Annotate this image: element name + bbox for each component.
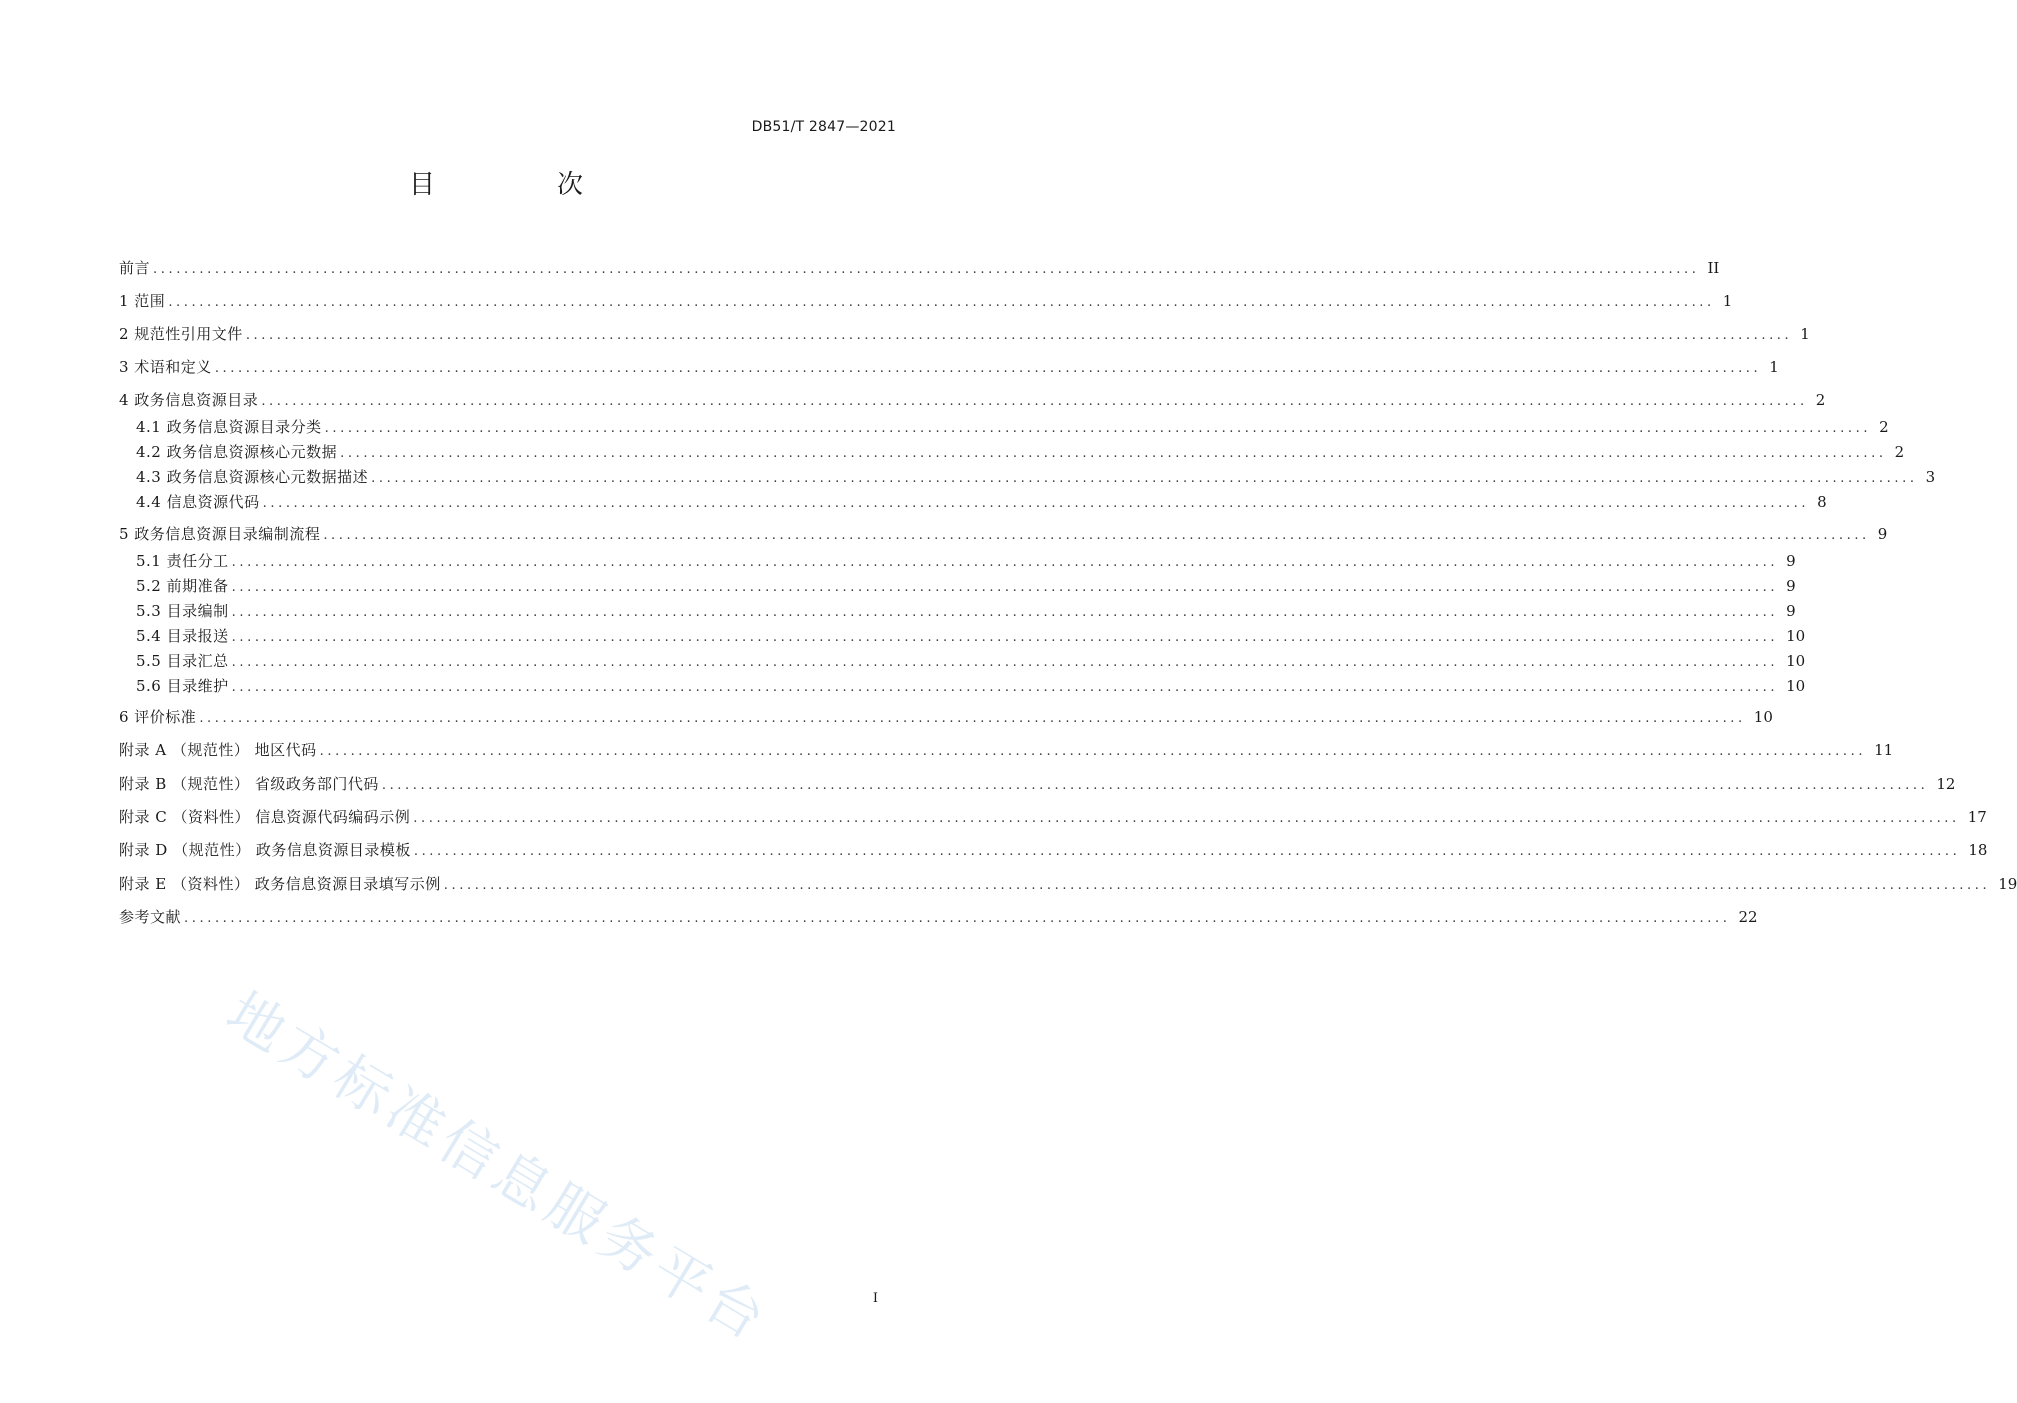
toc-entry[interactable]: [136, 649, 1806, 673]
toc-entry-label: 4.2 政务信息资源核心元数据: [136, 443, 338, 461]
toc-entry-label: 前言: [119, 259, 151, 277]
toc-entry-page: 22: [1738, 908, 1758, 926]
toc-dot-leader: ........................................................................................................................................................................................................: [371, 471, 1918, 486]
toc-entry-label: 2 规范性引用文件: [119, 325, 243, 343]
toc-entry[interactable]: [119, 738, 1894, 762]
toc-dot-leader: ........................................................................................................................................................................................................: [231, 580, 1779, 595]
toc-entry-page: 10: [1753, 708, 1773, 726]
toc-entry[interactable]: [119, 289, 1733, 313]
toc-entry-page: 10: [1786, 627, 1806, 645]
toc-entry-label: 5.6 目录维护: [136, 677, 229, 695]
toc-entry-label: 1 范围: [119, 292, 166, 310]
toc-entry-label: 5 政务信息资源目录编制流程: [119, 525, 321, 543]
toc-entry-page: 18: [1968, 841, 1988, 859]
toc-entry-page: 1: [1769, 358, 1779, 376]
toc-dot-leader: ........................................................................................................................................................................................................: [340, 446, 1887, 461]
toc-entry[interactable]: [119, 805, 1987, 829]
toc-entry-label: 附录 B （规范性） 省级政务部门代码: [119, 775, 379, 793]
toc-entry[interactable]: [119, 772, 1956, 796]
toc-entry-label: 5.3 目录编制: [136, 602, 229, 620]
toc-entry[interactable]: [119, 522, 1888, 546]
page-title: 目 次: [408, 170, 631, 200]
toc-entry[interactable]: [136, 465, 1936, 489]
toc-dot-leader: ........................................................................................................................................................................................................: [262, 496, 1810, 511]
toc-dot-leader: ........................................................................................................................................................................................................: [231, 605, 1779, 620]
toc-dot-leader: ........................................................................................................................................................................................................: [231, 655, 1779, 670]
toc-entry-label: 附录 E （资料性） 政务信息资源目录填写示例: [119, 875, 441, 893]
toc-entry[interactable]: [119, 838, 1988, 862]
toc-dot-leader: ........................................................................................................................................................................................................: [381, 778, 1929, 793]
toc-entry[interactable]: [136, 549, 1796, 573]
toc-entry-page: 2: [1815, 391, 1826, 409]
toc-entry[interactable]: [136, 440, 1905, 464]
toc-entry-label: 附录 D （规范性） 政务信息资源目录模板: [119, 841, 411, 859]
toc-entry-page: 10: [1786, 652, 1806, 670]
toc-entry[interactable]: [136, 574, 1796, 598]
toc-entry-label: 6 评价标准: [119, 708, 197, 726]
toc-entry-label: 4.3 政务信息资源核心元数据描述: [136, 468, 369, 486]
toc-entry-page: II: [1707, 259, 1720, 277]
toc-entry[interactable]: [119, 872, 2017, 896]
toc-dot-leader: ........................................................................................................................................................................................................: [231, 555, 1779, 570]
toc-entry-page: 9: [1786, 577, 1796, 595]
toc-entry-label: 4 政务信息资源目录: [119, 391, 259, 409]
toc-entry[interactable]: [119, 322, 1810, 346]
toc-entry-page: 1: [1800, 325, 1810, 343]
toc-entry[interactable]: [136, 674, 1806, 698]
watermark: 地方标准信息服务平台: [215, 980, 781, 1356]
toc-dot-leader: ........................................................................................................................................................................................................: [214, 361, 1762, 376]
toc-dot-leader: ........................................................................................................................................................................................................: [319, 744, 1867, 759]
toc-dot-leader: ........................................................................................................................................................................................................: [413, 844, 1961, 859]
toc-entry-page: 19: [1998, 875, 2017, 893]
toc-entry[interactable]: [119, 256, 1720, 280]
toc-dot-leader: ........................................................................................................................................................................................................: [245, 328, 1793, 343]
toc-entry[interactable]: [136, 624, 1806, 648]
toc-dot-leader: ........................................................................................................................................................................................................: [168, 295, 1715, 310]
toc-entry-page: 10: [1786, 677, 1806, 695]
toc-entry-label: 附录 A （规范性） 地区代码: [119, 741, 317, 759]
document-code: DB51/T 2847—2021: [751, 119, 896, 135]
toc-entry[interactable]: [136, 490, 1827, 514]
toc-dot-leader: ........................................................................................................................................................................................................: [261, 394, 1808, 409]
toc-dot-leader: ........................................................................................................................................................................................................: [153, 262, 1700, 277]
toc-dot-leader: ........................................................................................................................................................................................................: [323, 528, 1870, 543]
toc-dot-leader: ........................................................................................................................................................................................................: [231, 630, 1779, 645]
toc-entry-page: 2: [1894, 443, 1905, 461]
toc-entry[interactable]: [119, 705, 1773, 729]
toc-entry-label: 5.5 目录汇总: [136, 652, 229, 670]
toc-entry-page: 8: [1817, 493, 1827, 511]
page-number: I: [872, 1291, 878, 1306]
toc-entry-label: 5.4 目录报送: [136, 627, 229, 645]
toc-entry-page: 9: [1786, 552, 1796, 570]
toc-entry[interactable]: [136, 599, 1796, 623]
toc-entry-label: 5.1 责任分工: [136, 552, 229, 570]
toc-entry-label: 4.4 信息资源代码: [136, 493, 260, 511]
toc-entry-page: 9: [1786, 602, 1796, 620]
toc-entry[interactable]: [119, 355, 1779, 379]
toc-dot-leader: ........................................................................................................................................................................................................: [413, 811, 1960, 826]
toc-entry-label: 4.1 政务信息资源目录分类: [136, 418, 322, 436]
toc-dot-leader: ........................................................................................................................................................................................................: [184, 911, 1731, 926]
toc-entry-page: 11: [1874, 741, 1894, 759]
toc-entry-label: 5.2 前期准备: [136, 577, 229, 595]
toc-entry-page: 3: [1925, 468, 1936, 486]
toc-dot-leader: ........................................................................................................................................................................................................: [324, 421, 1872, 436]
toc-entry[interactable]: [119, 905, 1758, 929]
toc-dot-leader: ........................................................................................................................................................................................................: [199, 711, 1746, 726]
toc-entry-page: 1: [1722, 292, 1733, 310]
toc-dot-leader: ........................................................................................................................................................................................................: [443, 878, 1991, 893]
toc-entry-page: 12: [1936, 775, 1956, 793]
toc-entry-page: 9: [1877, 525, 1888, 543]
toc-entry-page: 17: [1967, 808, 1987, 826]
toc-entry[interactable]: [136, 415, 1889, 439]
toc-entry[interactable]: [119, 388, 1826, 412]
toc-entry-page: 2: [1879, 418, 1889, 436]
toc-entry-label: 附录 C （资料性） 信息资源代码编码示例: [119, 808, 411, 826]
toc-entry-label: 参考文献: [119, 908, 182, 926]
toc-dot-leader: ........................................................................................................................................................................................................: [231, 680, 1779, 695]
toc-entry-label: 3 术语和定义: [119, 358, 212, 376]
